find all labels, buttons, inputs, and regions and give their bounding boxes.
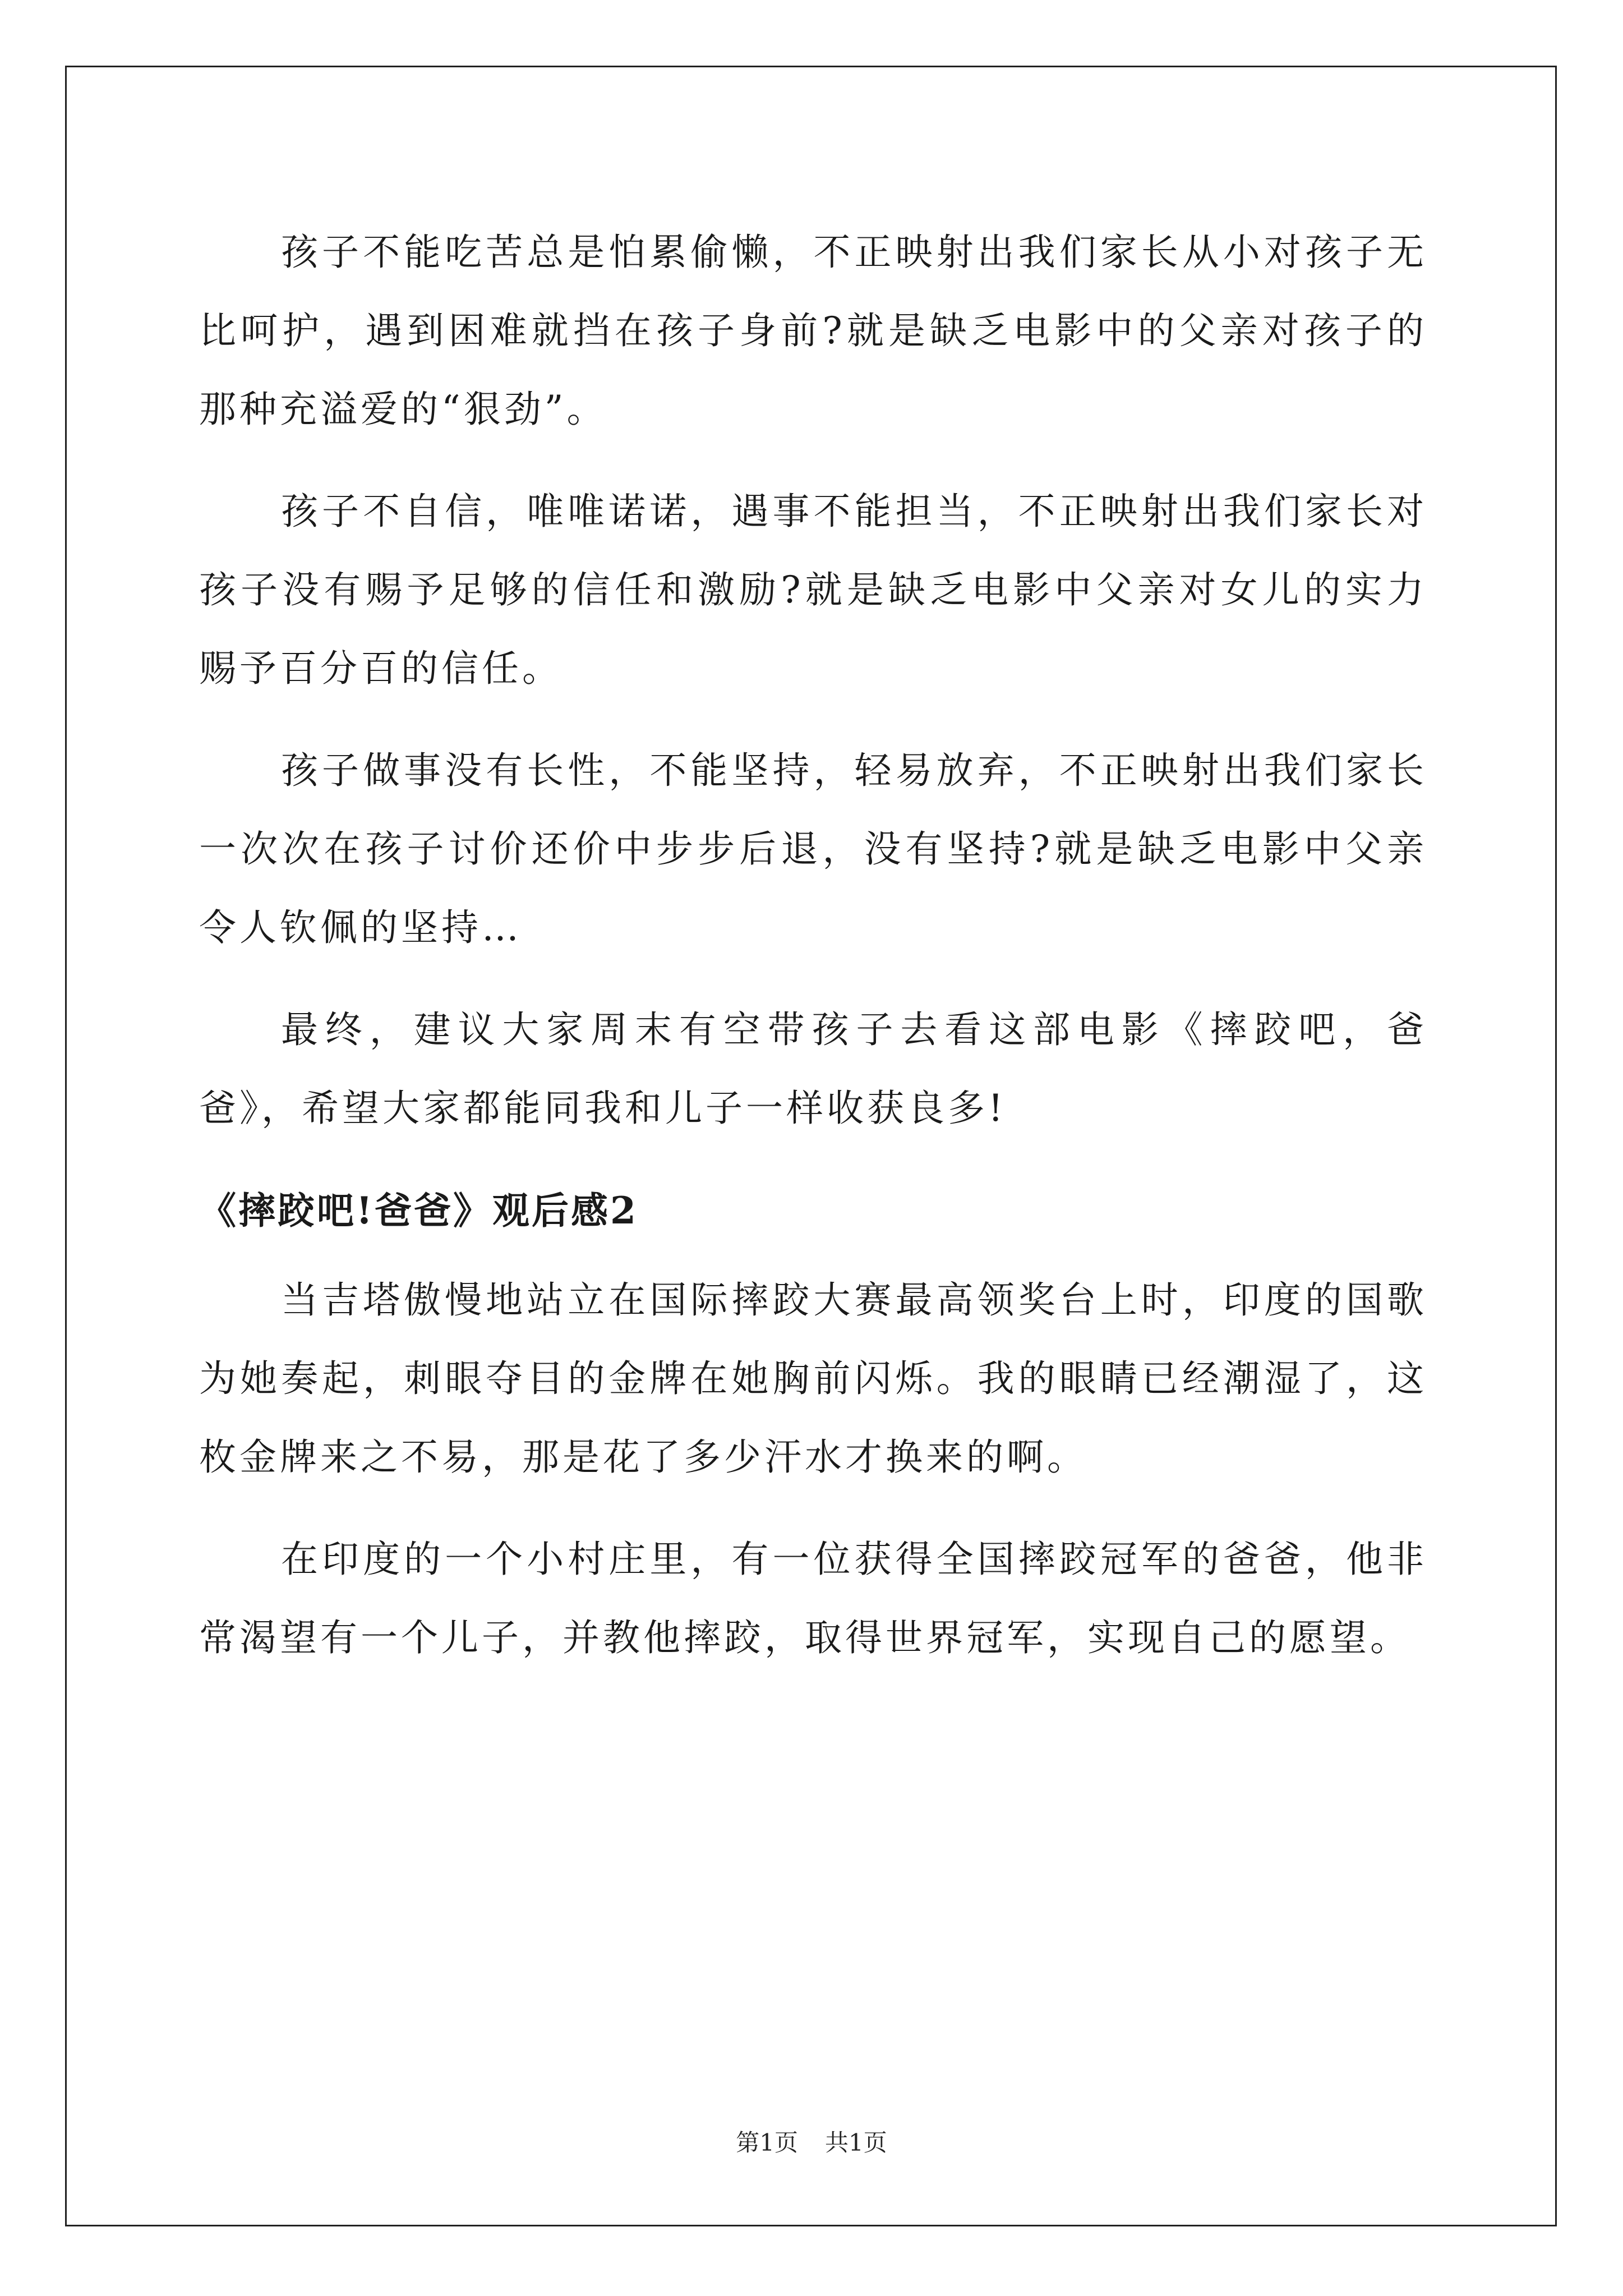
paragraph: 孩子做事没有长性，不能坚持，轻易放弃，不正映射出我们家长一次次在孩子讨价还价中步步后退，没有坚持?就是缺乏电影中父亲令人钦佩的坚持… [199,749,1427,949]
paragraph: 最终，建议大家周末有空带孩子去看这部电影《摔跤吧，爸爸》，希望大家都能同我和儿子一样收获良多! [199,1008,1427,1130]
document-body [199,213,1427,1701]
paragraph: 在印度的一个小村庄里，有一位获得全国摔跤冠军的爸爸，他非常渴望有一个儿子，并教他摔跤，取得世界冠军，实现自己的愿望。 [199,1538,1427,1659]
section-heading: 《摔跤吧!爸爸》观后感2 [199,1189,638,1232]
paragraph: 孩子不自信，唯唯诺诺，遇事不能担当，不正映射出我们家长对孩子没有赐予足够的信任和激励?就是缺乏电影中父亲对女儿的实力赐予百分百的信任。 [199,490,1427,690]
page-number: 第1页 [736,2129,798,2156]
page-total: 共1页 [825,2129,887,2156]
paragraph: 孩子不能吃苦总是怕累偷懒，不正映射出我们家长从小对孩子无比呵护，遇到困难就挡在孩子身前?就是缺乏电影中的父亲对孩子的那种充溢爱的“狠劲”。 [199,231,1427,431]
paragraph: 当吉塔傲慢地站立在国际摔跤大赛最高领奖台上时，印度的国歌为她奏起，刺眼夺目的金牌在她胸前闪烁。我的眼睛已经潮湿了，这枚金牌来之不易，那是花了多少汗水才换来的啊。 [199,1278,1427,1479]
page-footer [0,2126,1623,2160]
